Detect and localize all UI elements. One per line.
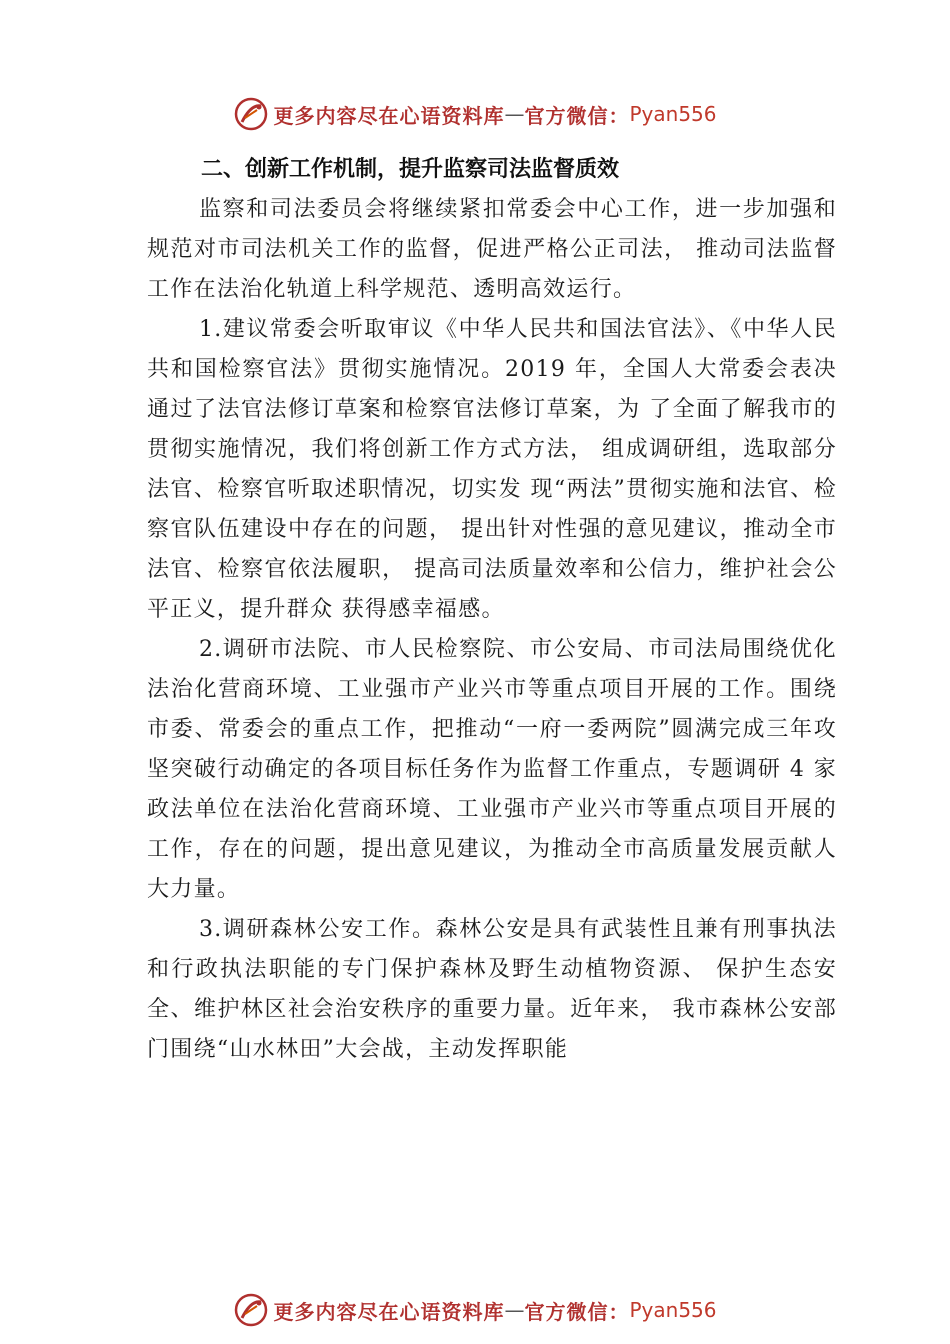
- document-body: [147, 150, 837, 1070]
- banner-wechat-id: Pyan556: [629, 1298, 717, 1322]
- paragraph: 1.建议常委会听取审议《中华人民共和国法官法》、《中华人民共和国检察官法》贯彻实施情况。2019 年，全国人大常委会表决通过了法官法修订草案和检察官法修订草案，为 了全面了解我市的贯彻实施情况，我们将创新工作方式方法， 组成调研组，选取部分法官、检察官听取述职情况，切实发 现“两法”贯彻实施和法官、检察官队伍建设中存在的问题， 提出针对性强的意见建议，推动全市法官、检察官依法履职， 提高司法质量效率和公信力，维护社会公平正义，提升群众 获得感幸福感。: [147, 317, 837, 622]
- banner-text: 更多内容尽在心语资料库: [273, 103, 505, 128]
- seal-logo-icon: [233, 96, 269, 132]
- footer-banner: [0, 1290, 950, 1330]
- section-heading: 二、创新工作机制，提升监察司法监督质效: [201, 157, 620, 182]
- banner-label: 官方微信：: [524, 103, 630, 128]
- banner-text: 更多内容尽在心语资料库: [273, 1299, 505, 1324]
- paragraph: 监察和司法委员会将继续紧扣常委会中心工作，进一步加强和规范对市司法机关工作的监督，促进严格公正司法， 推动司法监督工作在法治化轨道上科学规范、透明高效运行。: [147, 197, 837, 302]
- banner-wechat-id: Pyan556: [629, 102, 717, 126]
- banner-label: 官方微信：: [524, 1299, 630, 1324]
- paragraph: 2.调研市法院、市人民检察院、市公安局、市司法局围绕优化法治化营商环境、工业强市产业兴市等重点项目开展的工作。围绕市委、常委会的重点工作，把推动“一府一委两院”圆满完成三年攻坚突破行动确定的各项目标任务作为监督工作重点，专题调研 4 家政法单位在法治化营商环境、工业强市产业兴市等重点项目开展的工作，存在的问题，提出意见建议，为推动全市高质量发展贡献人大力量。: [147, 637, 837, 902]
- banner-separator: —: [504, 1298, 525, 1322]
- paragraph: 3.调研森林公安工作。森林公安是具有武装性且兼有刑事执法和行政执法职能的专门保护森林及野生动植物资源、 保护生态安全、维护林区社会治安秩序的重要力量。近年来， 我市森林公安部门围绕“山水林田”大会战，主动发挥职能: [147, 917, 837, 1062]
- banner-separator: —: [504, 102, 525, 126]
- header-banner: [0, 94, 950, 134]
- seal-logo-icon: [233, 1292, 269, 1328]
